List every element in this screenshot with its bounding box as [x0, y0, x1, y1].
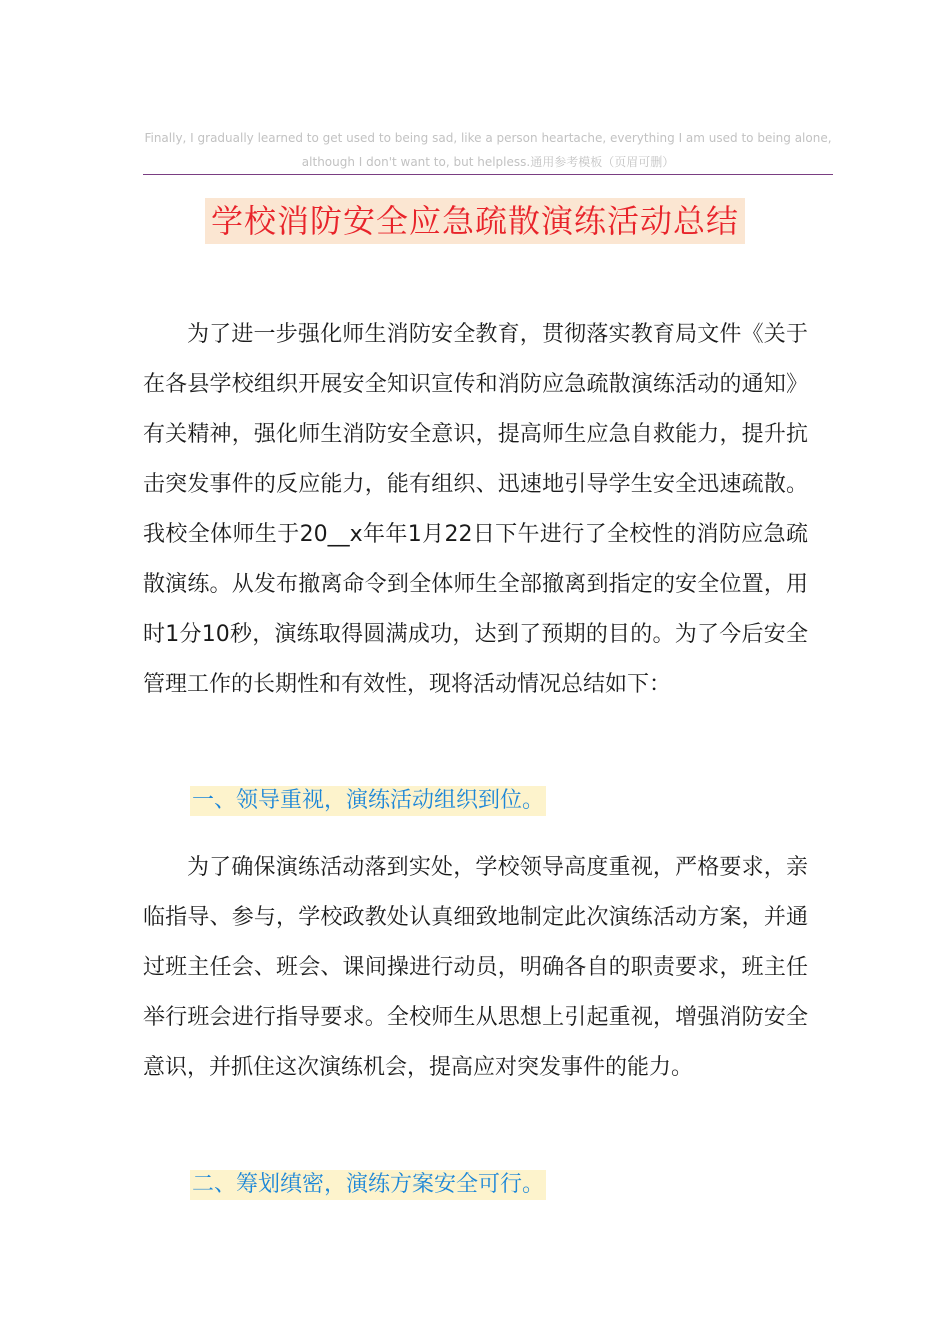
section-1-paragraph: 为了确保演练活动落到实处，学校领导高度重视，严格要求，亲临指导、参与，学校政教处认真细致地制定此次演练活动方案，并通过班主任会、班会、课间操进行动员，明确各自的职责要求，班主任举行班会进行指导要求。全校师生从思想上引起重视，增强消防安全意识，并抓住这次演练机会，提高应对突发事件的能力。: [143, 855, 808, 1080]
title-container: [0, 198, 950, 244]
section-heading-2: 二、筹划缜密，演练方案安全可行。: [190, 1170, 546, 1200]
header-line-1: Finally, I gradually learned to get used to being sad, like a person heartache, everything I am used to being alone,: [144, 131, 832, 145]
header-divider: [143, 174, 833, 175]
page-header-watermark: [143, 126, 833, 174]
document-title: 学校消防安全应急疏散演练活动总结: [205, 198, 745, 244]
intro-paragraph: 为了进一步强化师生消防安全教育，贯彻落实教育局文件《关于在各县学校组织开展安全知识宣传和消防应急疏散演练活动的通知》有关精神，强化师生消防安全意识，提高师生应急自救能力，提升抗击突发事件的反应能力，能有组织、迅速地引导学生安全迅速疏散。我校全体师生于20__x年年1月22日下午进行了全校性的消防应急疏散演练。从发布撤离命令到全体师生全部撤离到指定的安全位置，用时1分10秒，演练取得圆满成功，达到了预期的目的。为了今后安全管理工作的长期性和有效性，现将活动情况总结如下：: [143, 322, 808, 697]
header-line-2: although I don't want to, but helpless.通用参考模板（页眉可删）: [301, 155, 675, 169]
section-heading-1: 一、领导重视，演练活动组织到位。: [190, 786, 546, 816]
